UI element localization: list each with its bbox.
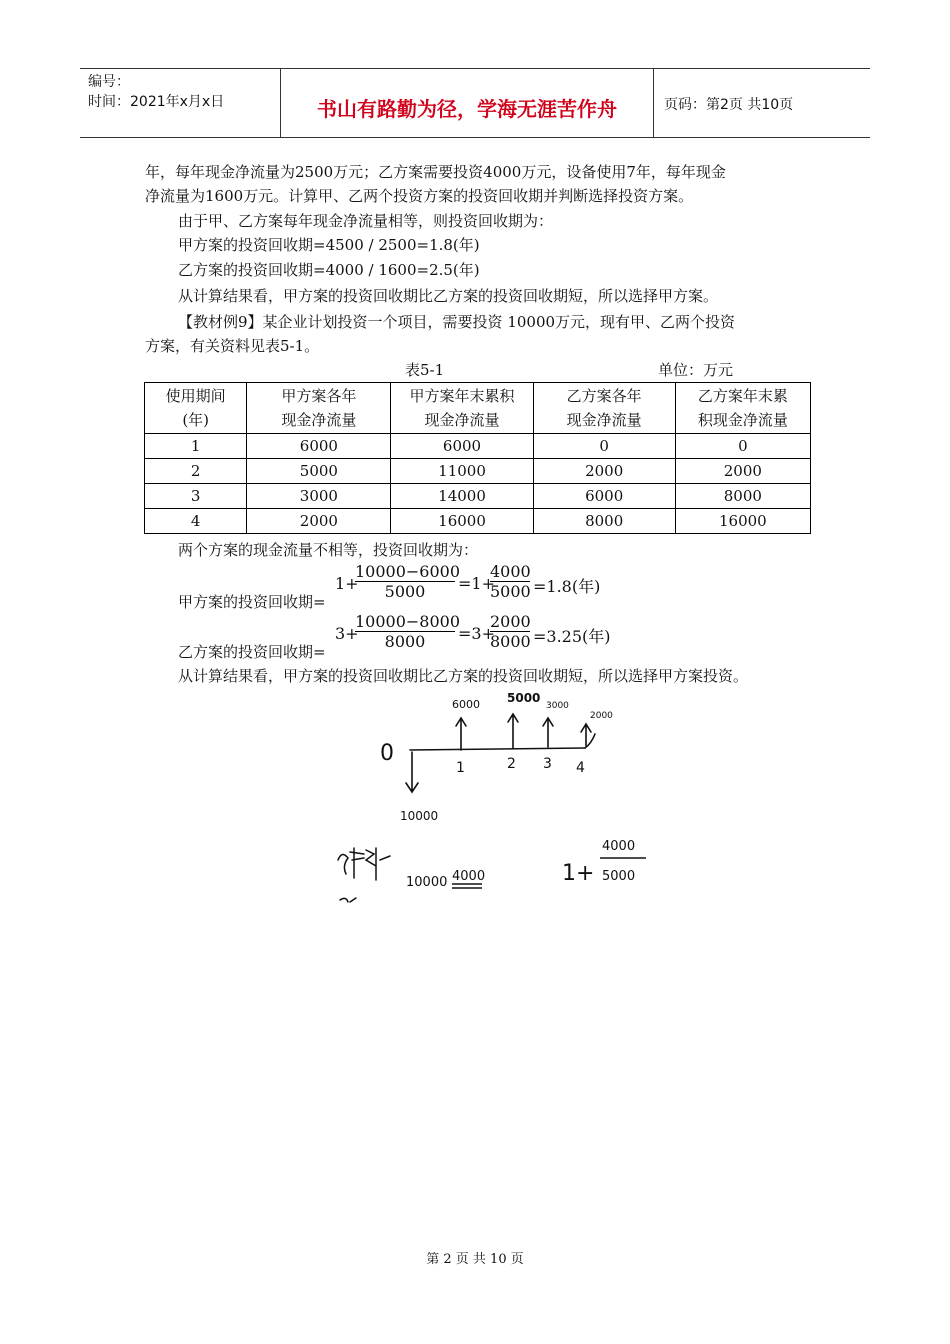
table-cell: 3000 (247, 484, 391, 509)
cash-flow-table (144, 382, 811, 534)
sketch-label: 1 (456, 760, 465, 776)
sketch-label: 10000 (400, 809, 439, 823)
table-cell: 3 (145, 484, 247, 509)
table-row (145, 484, 811, 509)
paragraph: 从计算结果看，甲方案的投资回收期比乙方案的投资回收期短，所以选择甲方案投资。 (178, 667, 749, 685)
sketch-label: 5000 (507, 691, 541, 705)
note-text: 1+ (562, 861, 595, 886)
fraction: 10000−8000 8000 (355, 612, 461, 651)
table-header-cell: 乙方案年末累 积现金净流量 (675, 383, 810, 434)
sketch-label: 2000 (590, 711, 613, 721)
table-header-cell: 甲方案年末累积 现金净流量 (391, 383, 533, 434)
formula-line: 乙方案的投资回收期=4000 / 1600=2.5(年) (178, 261, 480, 279)
header-motto: 书山有路勤为径，学海无涯苦作舟 (317, 97, 617, 121)
table-cell: 6000 (533, 484, 675, 509)
fraction: 2000 8000 (490, 612, 531, 651)
outflow-arrow (406, 752, 418, 792)
doc-time-label: 时间：2021年x月x日 (88, 94, 225, 110)
paragraph: 从计算结果看，甲方案的投资回收期比乙方案的投资回收期短，所以选择甲方案。 (178, 287, 719, 305)
note-underline (452, 884, 482, 888)
page-header (80, 68, 870, 138)
table-header-cell: 甲方案各年 现金净流量 (247, 383, 391, 434)
note-text: 10000 (406, 875, 448, 890)
table-cell: 16000 (391, 509, 533, 534)
inflow-arrow (543, 718, 553, 747)
paragraph: 年，每年现金净流量为2500万元；乙方案需要投资4000万元，设备使用7年，每年现金 (145, 163, 726, 181)
sketch-label: 6000 (452, 698, 480, 711)
table-caption: 表5-1 (405, 361, 445, 379)
table-header-cell: 乙方案各年 现金净流量 (533, 383, 675, 434)
sketch-label: 4 (576, 760, 585, 776)
timeline-axis (410, 748, 585, 750)
header-page-label: 页码：第2页 共10页 (664, 97, 794, 113)
header-motto-cell (281, 69, 654, 137)
table-cell: 2000 (675, 459, 810, 484)
table-row (145, 434, 811, 459)
handwritten-notes (330, 830, 670, 930)
table-cell: 16000 (675, 509, 810, 534)
table-cell: 4 (145, 509, 247, 534)
inflow-arrow (456, 718, 466, 750)
table-unit: 单位：万元 (658, 361, 734, 379)
paragraph: 净流量为1600万元。计算甲、乙两个投资方案的投资回收期并判断选择投资方案。 (145, 187, 694, 205)
table-cell: 8000 (533, 509, 675, 534)
formula-label-jia: 甲方案的投资回收期= (178, 593, 326, 611)
sketch-label: 0 (380, 741, 394, 766)
table-cell: 6000 (391, 434, 533, 459)
table-cell: 2 (145, 459, 247, 484)
table-cell: 0 (533, 434, 675, 459)
fraction: 4000 5000 (490, 562, 531, 601)
paragraph: 由于甲、乙方案每年现金净流量相等，则投资回收期为： (178, 212, 554, 230)
table-cell: 14000 (391, 484, 533, 509)
formula-line: 甲方案的投资回收期=4500 / 2500=1.8(年) (178, 236, 480, 254)
header-meta-cell (80, 69, 281, 137)
table-header-cell: 使用期间 (年) (145, 383, 247, 434)
table-cell: 5000 (247, 459, 391, 484)
formula-jia: 1+ 10000−6000 5000 =1+ 4000 5000 =1.8(年) (335, 562, 601, 601)
sketch-label: 3 (543, 756, 552, 772)
table-cell: 6000 (247, 434, 391, 459)
table-cell: 0 (675, 434, 810, 459)
table-cell: 2000 (247, 509, 391, 534)
page-footer: 第 2 页 共 10 页 (426, 1252, 524, 1267)
inflow-arrow (508, 714, 518, 748)
header-page-cell (654, 69, 870, 137)
fraction: 10000−6000 5000 (355, 562, 461, 601)
paragraph: 两个方案的现金流量不相等，投资回收期为： (178, 541, 479, 559)
note-text: 4000 (602, 839, 636, 854)
formula-yi: 3+ 10000−8000 8000 =3+ 2000 8000 =3.25(年) (335, 612, 611, 651)
doc-number-label: 编号： (88, 74, 130, 90)
paragraph: 【教材例9】某企业计划投资一个项目，需要投资 10000万元，现有甲、乙两个投资 (178, 313, 736, 331)
table-header-row (145, 383, 811, 434)
table-cell: 8000 (675, 484, 810, 509)
sketch-label: 3000 (546, 701, 569, 711)
formula-label-yi: 乙方案的投资回收期= (178, 643, 326, 661)
cash-flow-sketch (370, 680, 670, 830)
table-cell: 2000 (533, 459, 675, 484)
note-text: 4000 (452, 869, 486, 884)
sketch-label: 2 (507, 756, 516, 772)
table-row (145, 459, 811, 484)
note-text: 5000 (602, 869, 636, 884)
table-cell: 11000 (391, 459, 533, 484)
table-row (145, 509, 811, 534)
scribble-mark (338, 848, 390, 902)
paragraph: 方案，有关资料见表5-1。 (145, 337, 320, 355)
table-cell: 1 (145, 434, 247, 459)
